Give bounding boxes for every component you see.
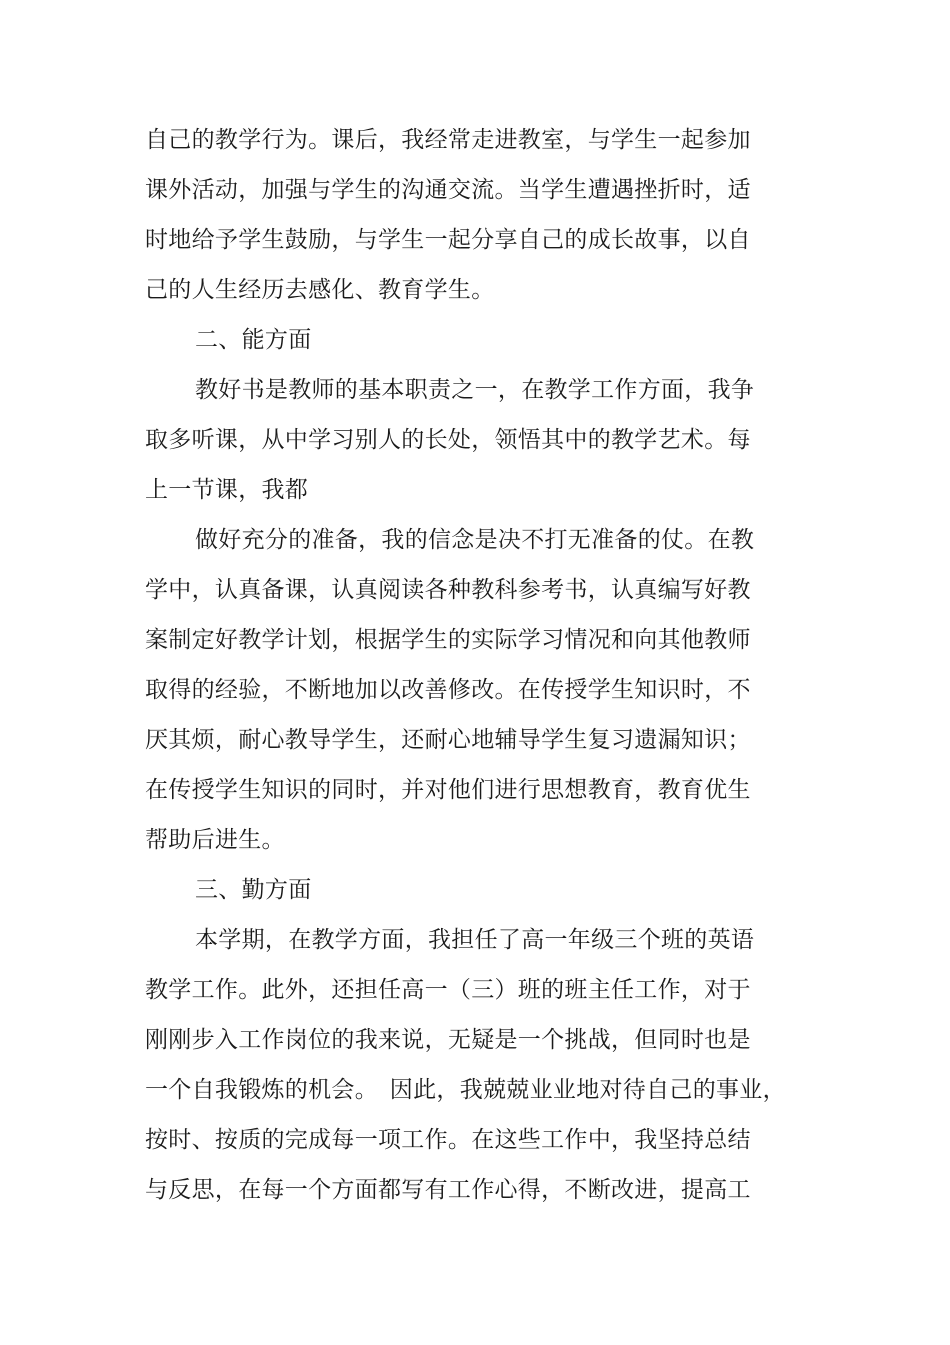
text-line: 学中，认真备课，认真阅读各种教科参考书，认真编写好教	[145, 577, 751, 603]
text-line: 己的人生经历去感化、教育学生。	[145, 277, 495, 303]
text-line: 教学工作。此外，还担任高一（三）班的班主任工作，对于	[145, 977, 751, 1003]
text-line: 厌其烦，耐心教导学生，还耐心地辅导学生复习遗漏知识；	[145, 727, 751, 753]
section-heading: 二、能方面	[195, 327, 312, 353]
text-line: 上一节课，我都	[145, 477, 309, 503]
text-line: 自己的教学行为。课后，我经常走进教室，与学生一起参加	[145, 127, 751, 153]
text-line: 案制定好教学计划，根据学生的实际学习情况和向其他教师	[145, 627, 751, 653]
text-line: 帮助后进生。	[145, 827, 285, 853]
text-line: 本学期，在教学方面，我担任了高一年级三个班的英语	[195, 927, 755, 953]
text-line: 教好书是教师的基本职责之一，在教学工作方面，我争	[195, 377, 755, 403]
text-line: 做好充分的准备，我的信念是决不打无准备的仗。在教	[195, 527, 755, 553]
text-line: 与反思，在每一个方面都写有工作心得，不断改进，提高工	[145, 1177, 751, 1203]
text-line: 课外活动，加强与学生的沟通交流。当学生遭遇挫折时，适	[145, 177, 751, 203]
text-line: 时地给予学生鼓励，与学生一起分享自己的成长故事，以自	[145, 227, 751, 253]
text-line: 一个自我锻炼的机会。 因此，我兢兢业业地对待自己的事业，	[145, 1077, 786, 1103]
text-line: 在传授学生知识的同时，并对他们进行思想教育，教育优生	[145, 777, 751, 803]
text-line: 刚刚步入工作岗位的我来说，无疑是一个挑战，但同时也是	[145, 1027, 751, 1053]
section-heading: 三、勤方面	[195, 877, 312, 903]
text-line: 取多听课，从中学习别人的长处，领悟其中的教学艺术。每	[145, 427, 751, 453]
text-line: 取得的经验，不断地加以改善修改。在传授学生知识时，不	[145, 677, 751, 703]
text-line: 按时、按质的完成每一项工作。在这些工作中，我坚持总结	[145, 1127, 751, 1153]
